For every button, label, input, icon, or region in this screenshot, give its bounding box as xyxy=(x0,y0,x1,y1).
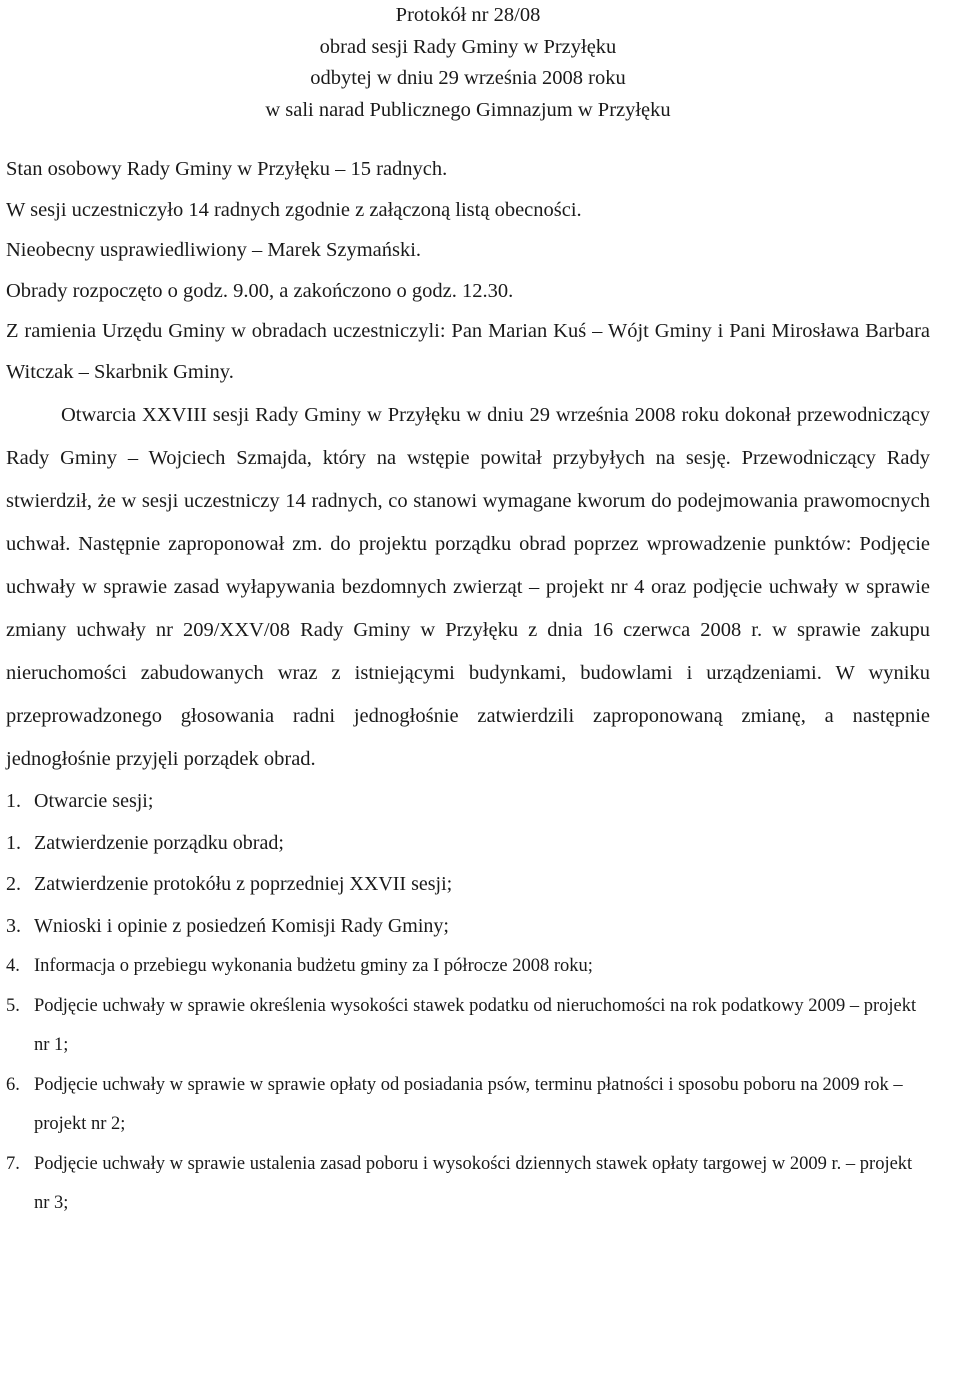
agenda-item xyxy=(6,987,930,1066)
agenda-item-number: 4. xyxy=(6,956,20,976)
agenda-item-text: Otwarcie sesji; xyxy=(34,790,154,812)
agenda-item-number: 1. xyxy=(6,831,21,854)
attendance: W sesji uczestniczyło 14 radnych zgodnie z załączoną listą obecności. xyxy=(6,198,582,221)
opening-paragraph: Otwarcia XXVIII sesji Rady Gminy w Przyłęku w dniu 29 września 2008 roku dokonał przewodniczący Rady Gminy – Wojciech Szmajda, który na wstępie powitał przybyłych na sesję. Przewodniczący Rady stwierdził, że w sesji uczestniczy 14 radnych, co stanowi wymagane kworum do podejmowania prawomocnych uchwał. Następnie zaproponował zm. do projektu porządku obrad poprzez wprowadzenie punktów: Podjęcie uchwały w sprawie zasad wyłapywania bezdomnych zwierząt – projekt nr 4 oraz podjęcie uchwały w sprawie zmiany uchwały nr 209/XXV/08 Rady Gminy w Przyłęku z dnia 16 czerwca 2008 r. w sprawie zakupu nieruchomości zabudowanych wraz z istniejącymi budynkami, budowlami i urządzeniami. W wyniku przeprowadzonego głosowania radni jednogłośnie zatwierdzili zaproponowaną zmianę, a następnie jednogłośnie przyjęli porządek obrad. xyxy=(6,404,930,770)
document-header xyxy=(6,0,930,126)
agenda-item-text: Zatwierdzenie porządku obrad; xyxy=(34,831,284,854)
agenda-item xyxy=(6,781,930,823)
agenda-item xyxy=(6,906,930,948)
agenda-item xyxy=(6,864,930,906)
agenda-item-text: Informacja o przebiegu wykonania budżetu gminy za I półrocze 2008 roku; xyxy=(34,956,593,976)
protocol-date: odbytej w dniu 29 września 2008 roku xyxy=(310,67,626,89)
agenda-item-number: 3. xyxy=(6,914,21,937)
protocol-title: Protokół nr 28/08 xyxy=(395,4,541,26)
protocol-subtitle: obrad sesji Rady Gminy w Przyłęku xyxy=(319,35,617,58)
council-composition: Stan osobowy Rady Gminy w Przyłęku – 15 radnych. xyxy=(6,158,448,180)
agenda-item-number: 6. xyxy=(6,1074,20,1095)
agenda-item-text: Podjęcie uchwały w sprawie ustalenia zasad poboru i wysokości dziennych stawek opłaty targowej w 2009 r. – projekt nr 3; xyxy=(34,1153,913,1213)
agenda-item xyxy=(6,1066,930,1145)
agenda-item-text: Podjęcie uchwały w sprawie w sprawie opłaty od posiadania psów, terminu płatności i sposobu poboru na 2009 rok – projekt nr 2; xyxy=(34,1074,903,1134)
agenda-item xyxy=(6,823,930,865)
agenda-item-number: 7. xyxy=(6,1153,20,1174)
agenda-item-number: 2. xyxy=(6,873,21,895)
office-representatives: Z ramienia Urzędu Gminy w obradach uczestniczyli: Pan Marian Kuś – Wójt Gminy i Pani Mirosława Barbara Witczak – Skarbnik Gminy. xyxy=(6,320,930,383)
document-page xyxy=(6,0,930,1224)
session-hours: Obrady rozpoczęto o godz. 9.00, a zakończono o godz. 12.30. xyxy=(6,279,514,302)
agenda-item xyxy=(6,1145,930,1224)
agenda-item-text: Zatwierdzenie protokółu z poprzedniej XXVII sesji; xyxy=(34,873,453,895)
protocol-location: w sali narad Publicznego Gimnazjum w Przyłęku xyxy=(265,98,671,121)
absent-member: Nieobecny usprawiedliwiony – Marek Szymański. xyxy=(6,239,422,261)
agenda-item-text: Wnioski i opinie z posiedzeń Komisji Rady Gminy; xyxy=(34,914,449,937)
session-facts xyxy=(6,149,930,392)
agenda-item-text: Podjęcie uchwały w sprawie określenia wysokości stawek podatku od nieruchomości na rok podatkowy 2009 – projekt nr 1; xyxy=(34,995,917,1055)
agenda-item xyxy=(6,947,930,987)
agenda-item-number: 5. xyxy=(6,995,20,1016)
agenda-list xyxy=(6,781,930,1224)
agenda-item-number: 1. xyxy=(6,790,21,812)
